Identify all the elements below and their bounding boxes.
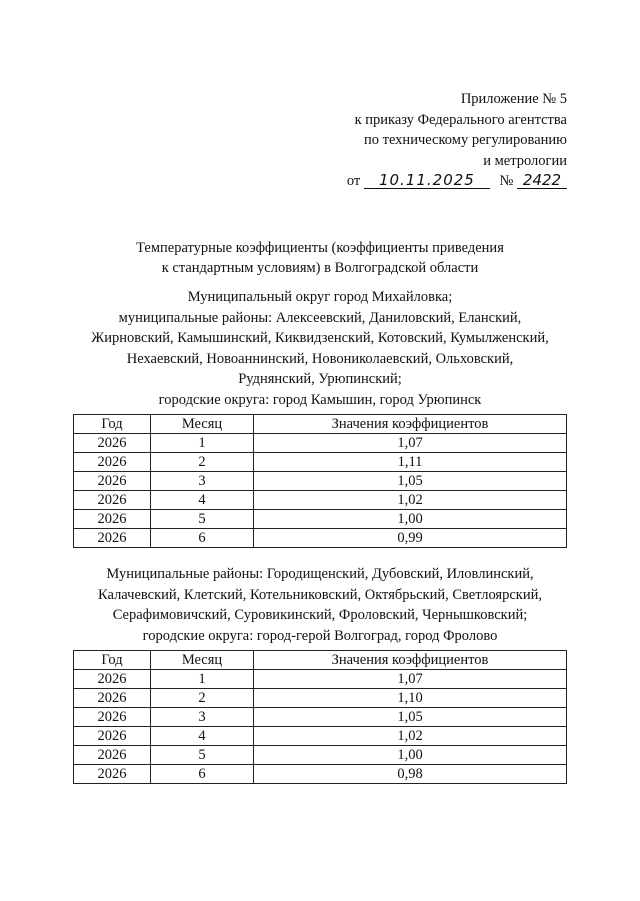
month-cell: 3	[151, 472, 254, 491]
month-cell: 1	[151, 670, 254, 689]
month-cell: 2	[151, 689, 254, 708]
value-cell: 1,07	[254, 434, 567, 453]
number-prefix: №	[499, 173, 514, 189]
table-row	[74, 708, 567, 727]
column-header-value: Значения коэффициентов	[254, 415, 567, 434]
table-row	[74, 670, 567, 689]
month-cell: 4	[151, 491, 254, 510]
table-header-row	[74, 651, 567, 670]
territory-line: Руднянский, Урюпинский;	[238, 371, 402, 387]
handwritten-number: 2422	[517, 172, 567, 189]
order-reference-line: к приказу Федерального агентства	[354, 111, 567, 128]
territory-line: Нехаевский, Новоаннинский, Новониколаевский, Ольховский,	[126, 350, 514, 367]
column-header-value: Значения коэффициентов	[254, 651, 567, 670]
column-header-month: Месяц	[151, 415, 254, 434]
table-row	[74, 765, 567, 784]
territory-line: Калачевский, Клетский, Котельниковский, Октябрьский, Светлоярский,	[98, 586, 542, 603]
territory-line: городские округа: город-герой Волгоград, город Фролово	[142, 627, 498, 644]
section2-territories	[0, 564, 640, 646]
year-cell: 2026	[74, 670, 151, 689]
coefficients-table-2	[73, 650, 567, 784]
territory-line: Жирновский, Камышинский, Киквидзенский, Котовский, Кумылженский,	[91, 330, 549, 346]
appendix-number: Приложение № 5	[460, 91, 567, 107]
table-header-row	[74, 415, 567, 434]
table-row	[74, 472, 567, 491]
agency-line: по техническому регулированию	[363, 132, 567, 148]
date-prefix: от	[346, 173, 361, 189]
month-cell: 5	[151, 746, 254, 765]
year-cell: 2026	[74, 434, 151, 453]
year-cell: 2026	[74, 491, 151, 510]
month-cell: 6	[151, 765, 254, 784]
table-row	[74, 746, 567, 765]
month-cell: 4	[151, 727, 254, 746]
value-cell: 1,11	[254, 453, 567, 472]
section1-territories	[0, 287, 640, 410]
value-cell: 1,07	[254, 670, 567, 689]
appendix-header	[347, 89, 567, 192]
territory-line: Серафимовичский, Суровикинский, Фроловский, Чернышковский;	[112, 607, 528, 623]
table-row	[74, 453, 567, 472]
territory-line: городские округа: город Камышин, город Урюпинск	[158, 391, 482, 408]
value-cell: 0,99	[254, 529, 567, 548]
value-cell: 0,98	[254, 765, 567, 784]
value-cell: 1,00	[254, 510, 567, 529]
table-row	[74, 689, 567, 708]
table-row	[74, 491, 567, 510]
coefficients-table-1	[73, 414, 567, 548]
year-cell: 2026	[74, 689, 151, 708]
value-cell: 1,05	[254, 708, 567, 727]
value-cell: 1,00	[254, 746, 567, 765]
month-cell: 1	[151, 434, 254, 453]
column-header-month: Месяц	[151, 651, 254, 670]
column-header-year: Год	[74, 651, 151, 670]
title-line: к стандартным условиям) в Волгоградской области	[161, 260, 479, 276]
table-row	[74, 434, 567, 453]
table-row	[74, 510, 567, 529]
territory-line: Муниципальные районы: Городищенский, Дубовский, Иловлинский,	[106, 566, 534, 582]
year-cell: 2026	[74, 765, 151, 784]
year-cell: 2026	[74, 472, 151, 491]
month-cell: 5	[151, 510, 254, 529]
table-row	[74, 727, 567, 746]
year-cell: 2026	[74, 510, 151, 529]
year-cell: 2026	[74, 727, 151, 746]
territory-line: Муниципальный округ город Михайловка;	[187, 289, 453, 305]
document-title	[0, 238, 640, 278]
year-cell: 2026	[74, 708, 151, 727]
value-cell: 1,05	[254, 472, 567, 491]
agency-line-end: и метрологии	[483, 152, 567, 169]
month-cell: 6	[151, 529, 254, 548]
order-date-number	[347, 171, 567, 192]
value-cell: 1,02	[254, 727, 567, 746]
year-cell: 2026	[74, 453, 151, 472]
column-header-year: Год	[74, 415, 151, 434]
year-cell: 2026	[74, 746, 151, 765]
handwritten-date: 10.11.2025	[364, 172, 490, 189]
month-cell: 2	[151, 453, 254, 472]
territory-line: муниципальные районы: Алексеевский, Даниловский, Еланский,	[118, 309, 522, 326]
table-row	[74, 529, 567, 548]
value-cell: 1,10	[254, 689, 567, 708]
title-line: Температурные коэффициенты (коэффициенты приведения	[136, 240, 504, 256]
month-cell: 3	[151, 708, 254, 727]
year-cell: 2026	[74, 529, 151, 548]
value-cell: 1,02	[254, 491, 567, 510]
